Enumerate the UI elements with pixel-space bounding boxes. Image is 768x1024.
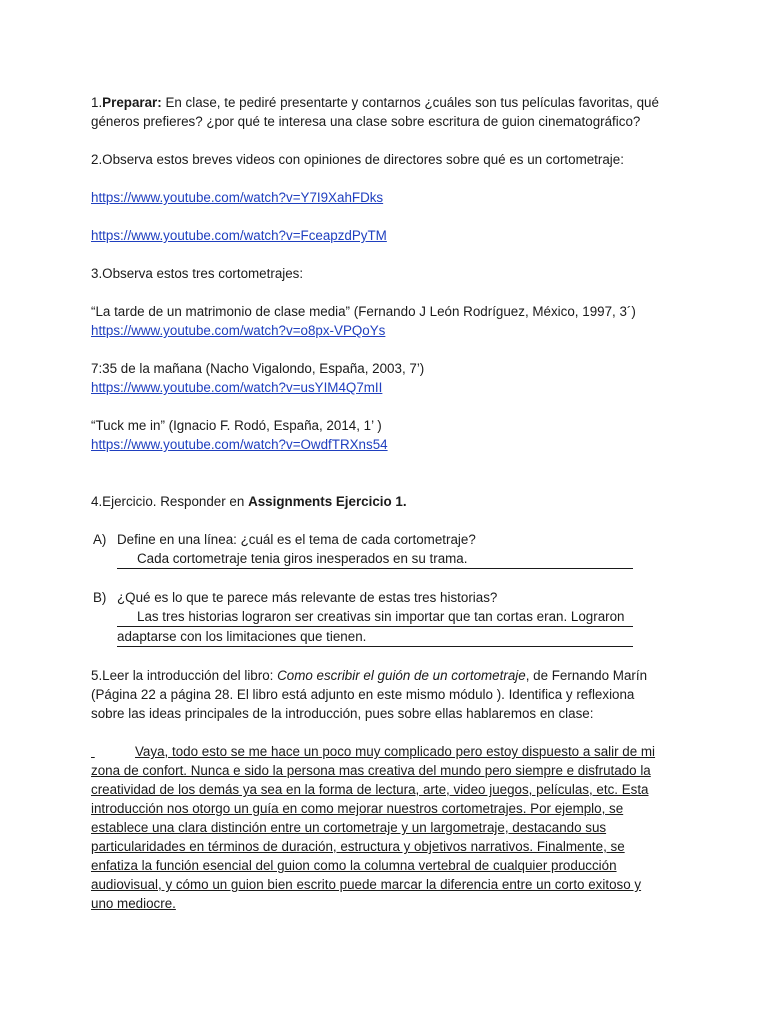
section-1-number: 1. <box>91 95 103 110</box>
essay-line-7: enfatiza la función esencial del guion como la columna vertebral de cualquier producción <box>91 858 617 873</box>
question-b-text: ¿Qué es lo que te parece más relevante de estas tres historias? <box>117 590 498 605</box>
question-a <box>93 530 691 549</box>
question-a-marker: A) <box>93 532 107 547</box>
section-4-heading: 4.Ejercicio. Responder en Assignments Ejercicio 1. <box>91 494 407 509</box>
document-page <box>91 93 691 913</box>
answer-a: Cada cortometraje tenia giros inesperados en su trama. <box>117 549 633 569</box>
essay-line-8: audiovisual, y cómo un guion bien escrito puede marcar la diferencia entre un corto exitoso y <box>91 877 642 892</box>
essay-line-3: creatividad de los demás ya sea en la forma de lectura, arte, video juegos, películas, etc. Esta <box>91 782 649 797</box>
section-5-line-1: 5.Leer la introducción del libro: Como escribir el guión de un cortometraje, de Fernando Marín <box>91 668 648 683</box>
essay-line-1: Vaya, todo esto se me hace un poco muy complicado pero estoy dispuesto a salir de mi <box>135 744 656 759</box>
film-link-1[interactable]: https://www.youtube.com/watch?v=o8px-VPQoYs <box>91 323 386 338</box>
question-b <box>93 588 691 607</box>
essay-line-4: introducción nos otorgo un guía en como mejorar nuestros cortometrajes. Por ejemplo, se <box>91 801 624 816</box>
essay-answer <box>91 742 671 913</box>
film-title-3: “Tuck me in” (Ignacio F. Rodó, España, 2014, 1’ ) <box>91 418 382 433</box>
question-b-marker: B) <box>93 590 107 605</box>
book-title: Como escribir el guión de un cortometraje <box>277 668 526 683</box>
section-3-text: 3.Observa estos tres cortometrajes: <box>91 266 304 281</box>
essay-line-6: particularidades en términos de duración, estructura y objetivos narrativos. Finalmente, se <box>91 839 625 854</box>
assignment-name: Assignments Ejercicio 1. <box>248 494 407 509</box>
answer-b-line-2: adaptarse con los limitaciones que tienen. <box>117 627 633 647</box>
film-link-3[interactable]: https://www.youtube.com/watch?v=OwdfTRXns54 <box>91 437 388 452</box>
section-1-text: En clase, te pediré presentarte y contarnos ¿cuáles son tus películas favoritas, qué <box>161 95 659 110</box>
video-link-2[interactable]: https://www.youtube.com/watch?v=FceapzdPyTM <box>91 228 387 243</box>
video-link-1[interactable]: https://www.youtube.com/watch?v=Y7I9XahFDks <box>91 190 384 205</box>
film-title-1: “La tarde de un matrimonio de clase media” (Fernando J León Rodríguez, México, 1997, 3´) <box>91 304 636 319</box>
section-2-text: 2.Observa estos breves videos con opiniones de directores sobre qué es un cortometraje: <box>91 152 624 167</box>
film-link-2[interactable]: https://www.youtube.com/watch?v=usYIM4Q7mII <box>91 380 383 395</box>
question-a-text: Define en una línea: ¿cuál es el tema de cada cortometraje? <box>117 532 476 547</box>
essay-line-9: uno mediocre. <box>91 896 176 911</box>
answer-b-line-1: Las tres historias lograron ser creativas sin importar que tan cortas eran. Lograron <box>117 607 633 627</box>
section-5-line-3: sobre las ideas principales de la introducción, pues sobre ellas hablaremos en clase: <box>91 706 594 721</box>
essay-line-5: establece una clara distinción entre un cortometraje y un largometraje, destacando sus <box>91 820 607 835</box>
section-1-line-1 <box>91 93 691 112</box>
essay-line-2: zona de confort. Nunca e sido la persona mas creativa del mundo pero siempre e disfrutado la <box>91 763 651 778</box>
section-1-heading: Preparar: <box>102 95 162 110</box>
film-title-2: 7:35 de la mañana (Nacho Vigalondo, España, 2003, 7’) <box>91 361 425 376</box>
section-5-line-2: (Página 22 a página 28. El libro está adjunto en este mismo módulo ). Identifica y reflexiona <box>91 687 635 702</box>
section-1-line-2: géneros prefieres? ¿por qué te interesa una clase sobre escritura de guion cinematográfico? <box>91 114 641 129</box>
